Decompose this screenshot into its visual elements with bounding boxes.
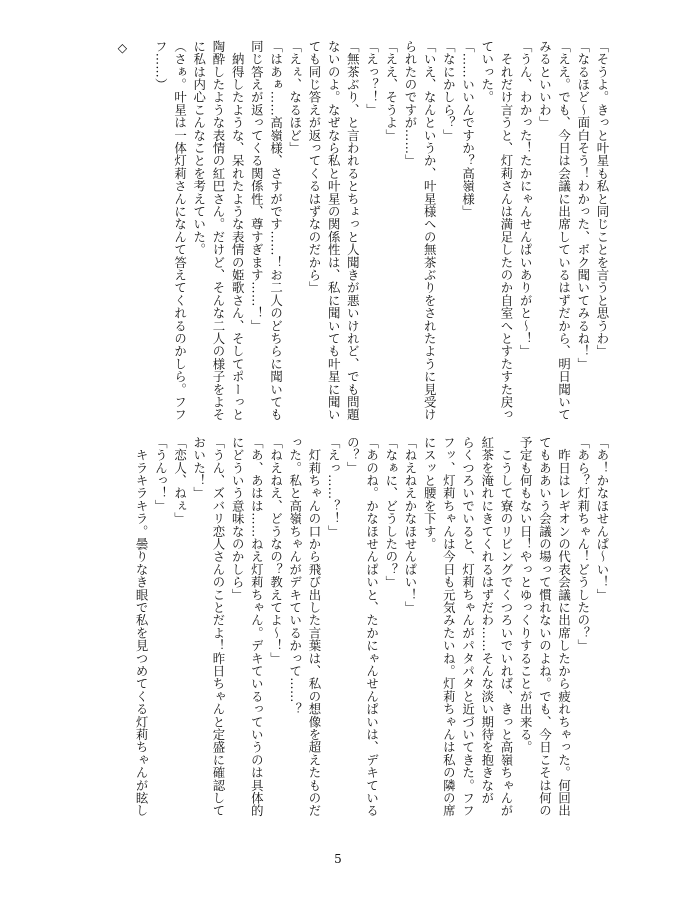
- lower-text-line: 「あ！かなほせんぱ〜い！」: [595, 436, 610, 602]
- upper-text-line: 「そうよ。きっと叶星も私と同じことを言うと思うわ」: [595, 40, 610, 358]
- lower-text-line: にスッと腰を下す。: [422, 436, 438, 551]
- lower-text-line: 「ねえねえかなほせんぱい！」: [402, 436, 418, 614]
- upper-text-line: ないのよ。なぜなら私と叶星の関係性は、私に聞いても叶星に聞い: [326, 40, 342, 421]
- upper-text-line: 「うん、わかった！たかにゃんせんぱいありがと〜！」: [518, 40, 534, 358]
- upper-text-line: 陶酔したような表情の紅巴さん。だけど、そんな二人の様子をよそ: [210, 40, 226, 421]
- lower-text-line: 「恋人、ねぇ」: [172, 436, 188, 525]
- lower-text-line: 「うんっ！」: [153, 436, 169, 513]
- upper-text-line: （さぁ。叶星は一体灯莉さんになんて答えてくれるのかしら。フフ: [172, 40, 188, 421]
- lower-text-line: 予定も何もない日！やっとゆっくりすることが出来る。: [518, 436, 534, 754]
- upper-text-line: られたのですが……」: [402, 40, 418, 167]
- upper-text-line: [132, 40, 151, 418]
- upper-text-line: ていった。: [479, 40, 495, 104]
- upper-text-line: 「ええ。でも、今日は会議に出席しているはずだから、明日聞いて: [556, 40, 572, 421]
- upper-text-line: フ……）: [153, 40, 169, 91]
- lower-text-line: 「あのね。かなほせんぱいと、たかにゃんせんぱいは、デキている: [364, 436, 380, 817]
- upper-text-line: 「えぇ、なるほど」: [287, 40, 303, 155]
- upper-text-line: に私は内心こんなことを考えていた。: [191, 40, 207, 256]
- upper-text-line: 同じ答えが返ってくる関係性、尊すぎます……！」: [249, 40, 265, 333]
- upper-text-line: 納得したような、呆れたような表情の姫歌さん、そしてポーっと: [230, 40, 246, 421]
- lower-text-line: 昨日はレギオンの代表会議に出席したから疲れちゃった。何回出: [556, 436, 572, 817]
- page-number: 5: [334, 852, 342, 866]
- lower-text-line: てもああいう会議の場って慣れないのよね。でも、今日こそは何の: [537, 436, 553, 817]
- upper-text-line: 「いえ、なんというか、叶星様への無茶ぶりをされたように見受け: [422, 40, 438, 421]
- lower-text-line: にどういう意味なのかしら」: [230, 436, 246, 602]
- upper-text-line: 「なるほど〜面白そう！わかった、ボク聞いてみるね！」: [575, 40, 591, 371]
- lower-text-line: 紅茶を淹れにきてくれるはずだわ……そんな淡い期待を抱きなが: [479, 436, 495, 805]
- upper-text-line: 「……いいんですか？高嶺様」: [460, 40, 476, 218]
- lower-text-line: 「あら？灯莉ちゃん！どうしたの？」: [575, 436, 591, 652]
- lower-text-line: 灯莉ちゃんの口から飛び出した言葉は、私の想像を超えたものだ: [306, 436, 322, 817]
- upper-text-line: 「ええ、そうよ」: [383, 40, 399, 142]
- lower-text-line: 「あ、あはは……ねえ灯莉ちゃん。デキているっていうのは具体的: [249, 436, 265, 817]
- upper-text-line: 「無茶ぶり、と言われるとちょっと人聞きが悪いけれど、でも問題: [345, 40, 361, 421]
- upper-text-line: それだけ言うと、灯莉さんは満足したのか自室へとすたすた戻っ: [498, 40, 514, 421]
- lower-text-line: 「ねえねえ、どうなの？教えてよ〜！」: [268, 436, 284, 665]
- lower-text-line: の？」: [345, 436, 361, 475]
- upper-text-line: ても同じ答えが返ってくるはずなのだから」: [306, 40, 322, 294]
- upper-text-block: [92, 40, 612, 421]
- lower-text-line: った。私と高嶺ちゃんがデキているかって……？: [287, 436, 303, 716]
- lower-text-line: おいた！」: [191, 436, 207, 500]
- lower-text-line: 「なぁに、どうしたの？」: [383, 436, 399, 589]
- upper-text-line: 「はあぁ……高嶺様、さすがです……！お二人のどちらに聞いても: [268, 40, 284, 421]
- lower-text-line: こうして寮のリビングでくつろいでいれば、きっと高嶺ちゃんが: [498, 436, 514, 817]
- lower-text-block: [92, 436, 612, 817]
- lower-text-line: 「えっ……？！」: [326, 436, 342, 538]
- upper-text-line: ◇: [114, 40, 130, 56]
- lower-text-line: キラキラキラ。曇りなき眼で私を見つめてくる灯莉ちゃんが眩し: [134, 436, 150, 817]
- upper-text-line: みるといいわ」: [537, 40, 553, 129]
- upper-text-line: 「なにかしら？」: [441, 40, 457, 142]
- lower-text-line: フッ、灯莉ちゃんは今日も元気みたいね。灯莉ちゃんは私の隣の席: [441, 436, 457, 817]
- lower-text-line: らくつろいでいると、灯莉ちゃんがパタパタと近づいてきた。フフ: [460, 436, 476, 817]
- lower-text-line: 「うん、ズバリ恋人さんのことだよ！昨日ちゃんと定盛に確認して: [210, 436, 226, 817]
- upper-text-line: 「えっ？！」: [364, 40, 380, 117]
